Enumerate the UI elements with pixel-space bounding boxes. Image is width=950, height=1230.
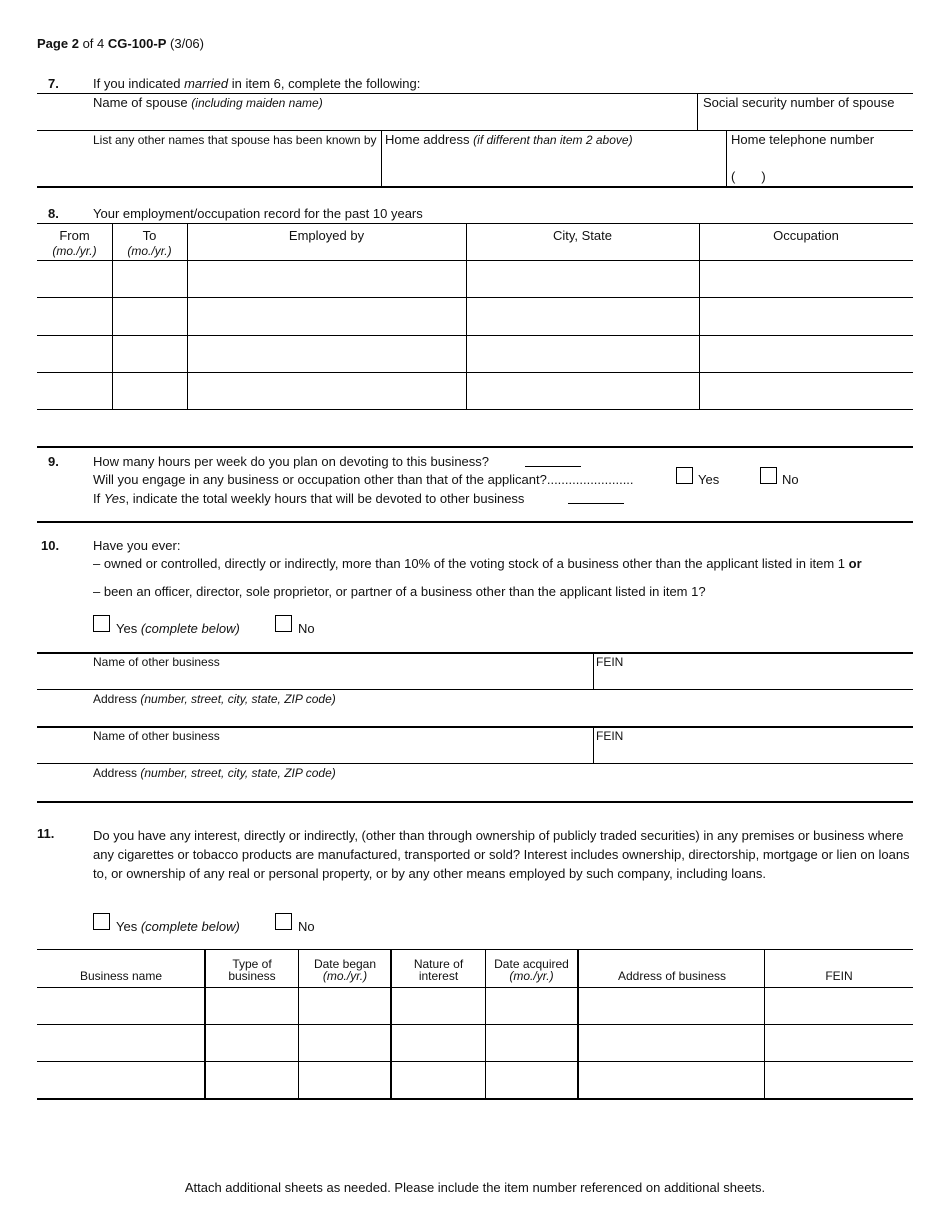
other-business-address-field-2[interactable]: Address (number, street, city, state, ZIP code) [93,766,336,780]
item11-yes-checkbox[interactable] [93,913,110,930]
employment-table-body[interactable] [37,261,913,409]
item9-yes-label: Yes [698,472,720,487]
item8-number: 8. [48,206,59,221]
col-type-of-business: Type of business [228,957,276,983]
spouse-home-address-field[interactable]: Home address (if different than item 2 above) [385,132,633,147]
item7-number: 7. [48,76,59,91]
col-occupation: Occupation [773,228,839,243]
spouse-other-names-field[interactable]: List any other names that spouse has been known by [93,133,377,147]
col-address-of-business: Address of business [617,969,727,983]
other-business-fein-field-2[interactable]: FEIN [596,729,624,743]
spouse-ssn-field[interactable]: Social security number of spouse [703,95,895,110]
item9-no-checkbox[interactable] [760,467,777,484]
item9-q2: Will you engage in any business or occupation other than that of the applicant?........................ [93,472,634,487]
spouse-name-field[interactable]: Name of spouse (including maiden name) [93,95,323,110]
item10-no-checkbox[interactable] [275,615,292,632]
other-business-hours-input[interactable] [568,502,624,504]
item9-q3: If Yes, indicate the total weekly hours that will be devoted to other business [93,491,525,506]
item11-question: Do you have any interest, directly or indirectly, (other than through ownership of publicly traded securities) in any premises or business where any cigarettes or tobacco products are manufactured, transported or sold? Interest includes ownership, directorship, mortgage or lien on loans to, or ownership of any real or personal property, or by any other means employed by such company, including loans. [93,828,910,881]
page-label: Page 2 [37,36,79,51]
interest-table-body[interactable] [37,988,913,1098]
item11-no-checkbox[interactable] [275,913,292,930]
form-id: CG-100-P [107,36,167,51]
col-nature-of-interest: Nature of interest [413,957,464,983]
col-to: To (mo./yr.) [127,228,172,258]
col-city-state: City, State [552,228,612,243]
item11-no-label: No [298,919,315,934]
item11-yes-label: Yes (complete below) [116,919,240,934]
item11-number: 11. [37,826,55,841]
item10-yes-label: Yes (complete below) [116,621,240,636]
item9-yes-checkbox[interactable] [676,467,693,484]
item10-intro: Have you ever: [93,538,181,553]
other-business-fein-field-1[interactable]: FEIN [596,655,624,669]
col-employed-by: Employed by [288,228,365,243]
weekly-hours-input[interactable] [525,465,581,467]
item10-bullet1: – owned or controlled, directly or indirectly, more than 10% of the voting stock of a business other than the applicant listed in item 1 or [93,556,862,571]
col-business-name: Business name [79,969,163,983]
item10-no-label: No [298,621,315,636]
page-of: of 4 [82,36,105,51]
col-date-began: Date began (mo./yr.) [313,957,377,983]
item9-number: 9. [48,454,59,469]
item10-bullet2: – been an officer, director, sole proprietor, or partner of a business other than the applicant listed in item 1? [93,584,706,599]
phone-area-code[interactable]: ( ) [731,169,766,184]
other-business-address-field-1[interactable]: Address (number, street, city, state, ZIP code) [93,692,336,706]
item10-yes-checkbox[interactable] [93,615,110,632]
spouse-home-phone-field[interactable]: Home telephone number [731,132,875,147]
form-revision: (3/06) [170,36,204,51]
other-business-name-field-2[interactable]: Name of other business [93,729,220,743]
col-date-acquired: Date acquired (mo./yr.) [494,957,569,983]
col-from: From (mo./yr.) [52,228,97,258]
item7-intro: If you indicated married in item 6, complete the following: [93,76,421,91]
page-header [37,36,204,51]
footer-note: Attach additional sheets as needed. Please include the item number referenced on additional sheets. [184,1180,766,1195]
item9-q1: How many hours per week do you plan on devoting to this business? [93,454,490,469]
item9-no-label: No [782,472,799,487]
item8-title: Your employment/occupation record for the past 10 years [93,206,423,221]
other-business-name-field-1[interactable]: Name of other business [93,655,220,669]
item10-number: 10. [41,538,60,553]
col-fein: FEIN [825,969,853,983]
